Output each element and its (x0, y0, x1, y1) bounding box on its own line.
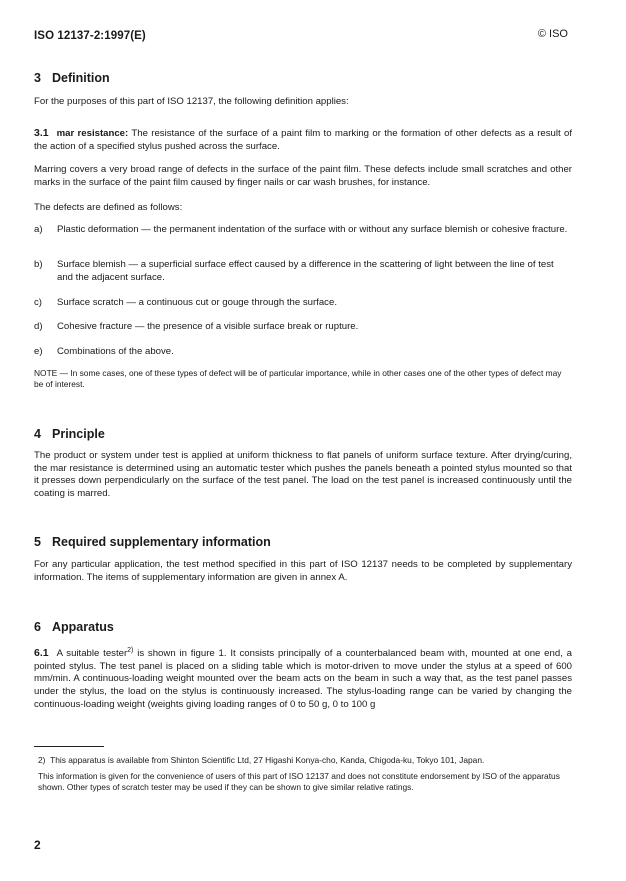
list-item-text: Combinations of the above. (57, 346, 174, 357)
footnote-separator (34, 746, 104, 747)
section-3-heading (34, 71, 110, 85)
list-item-text: Cohesive fracture — the presence of a visible surface break or rupture. (57, 321, 359, 332)
definition-number: 3.1 (34, 127, 49, 139)
list-item-label: a) (34, 224, 43, 235)
list-item-label: b) (34, 259, 43, 270)
list-item-text: Surface blemish — a superficial surface effect caused by a difference in the scattering of light between the line of test and the adjacent surface. (57, 259, 554, 283)
section-4-text: The product or system under test is applied at uniform thickness to flat panels of uniform surface texture. After drying/curing, the mar resistance is determined using an automatic tester which pushes the panels beneath a pointed stylus mounted so that it presses down perpendicularly on the surface of the test panel. The load on the test panel is increased continuously until the coating is marred. (34, 450, 572, 499)
section-title: Required supplementary information (52, 535, 271, 549)
list-item (34, 321, 572, 334)
defects-intro: The defects are defined as follows: (34, 202, 183, 213)
marring-paragraph: Marring covers a very broad range of defects in the surface of the paint film. These defects include small scratches and other marks in the surface of the paint film caused by finger nails or car wash brushes, for instance. (34, 164, 572, 188)
footnote-mark: 2) (38, 755, 46, 765)
subclause-number: 6.1 (34, 647, 49, 660)
section-title: Definition (52, 71, 110, 85)
section-5-heading (34, 535, 271, 549)
section-number: 3 (34, 71, 41, 85)
section-title: Principle (52, 427, 105, 441)
footnote-reference: 2) (127, 647, 134, 654)
list-item (34, 346, 572, 359)
list-item-label: e) (34, 346, 43, 357)
footnote-text: This apparatus is available from Shinton Scientific Ltd, 27 Higashi Konya-cho, Kanda, Chigoda-ku, Tokyo 101, Japan. (50, 755, 485, 765)
section-4-heading (34, 427, 105, 441)
list-item (34, 224, 572, 237)
list-item-label: c) (34, 297, 42, 308)
definition-text: The resistance of the surface of a paint film to marking or the formation of other defects as a result of the action of a specified stylus pushed across the surface. (34, 128, 572, 152)
list-item-label: d) (34, 321, 43, 332)
subclause-text-rest: is shown in figure 1. It consists principally of a counterbalanced beam with, mounted at one end, a pointed stylus. The test panel is placed on a sliding table which is motor-driven to move under the stylus at a speed of 600 mm/min. A continuous-loading weight mounted over the beam acts on the beam in such a way that, as the test panel passes under the stylus, the load on the stylus is continuously increased. The stylus-loading range can be varied by changing the continuous-loading weight (weights giving loading ranges of 0 to 50 g, 0 to 100 g (34, 648, 572, 710)
section-6-1-text (34, 645, 572, 711)
page-number: 2 (34, 838, 41, 852)
section-number: 5 (34, 535, 41, 549)
copyright-mark: © ISO (537, 28, 568, 40)
section-5-text: For any particular application, the test method specified in this part of ISO 12137 needs to be completed by supplementary information. The items of supplementary information are given in annex A. (34, 559, 572, 583)
list-item (34, 259, 572, 284)
list-item-text: Surface scratch — a continuous cut or gouge through the surface. (57, 297, 337, 308)
definition-3-1 (34, 127, 572, 153)
list-item (34, 297, 572, 310)
subclause-text-start: A suitable tester (56, 648, 128, 660)
section-3-intro: For the purposes of this part of ISO 12137, the following definition applies: (34, 96, 349, 107)
section-number: 6 (34, 620, 41, 634)
section-6-heading (34, 620, 114, 634)
footnote-line-2: This information is given for the convenience of users of this part of ISO 12137 and does not constitute endorsement by ISO of the apparatus shown. Other types of scratch tester may be used if they can be shown to give similar relative ratings. (38, 771, 560, 792)
document-id: ISO 12137-2:1997(E) (34, 30, 146, 42)
footnote-line-1 (38, 755, 572, 766)
list-item-text: Plastic deformation — the permanent indentation of the surface with or without any surface blemish or cohesive fracture. (57, 224, 568, 235)
section-number: 4 (34, 427, 41, 441)
note: NOTE — In some cases, one of these types of defect will be of particular importance, while in other cases one of the other types of defect may be of interest. (34, 368, 562, 390)
definition-term: mar resistance: (56, 128, 129, 139)
section-title: Apparatus (52, 620, 114, 634)
